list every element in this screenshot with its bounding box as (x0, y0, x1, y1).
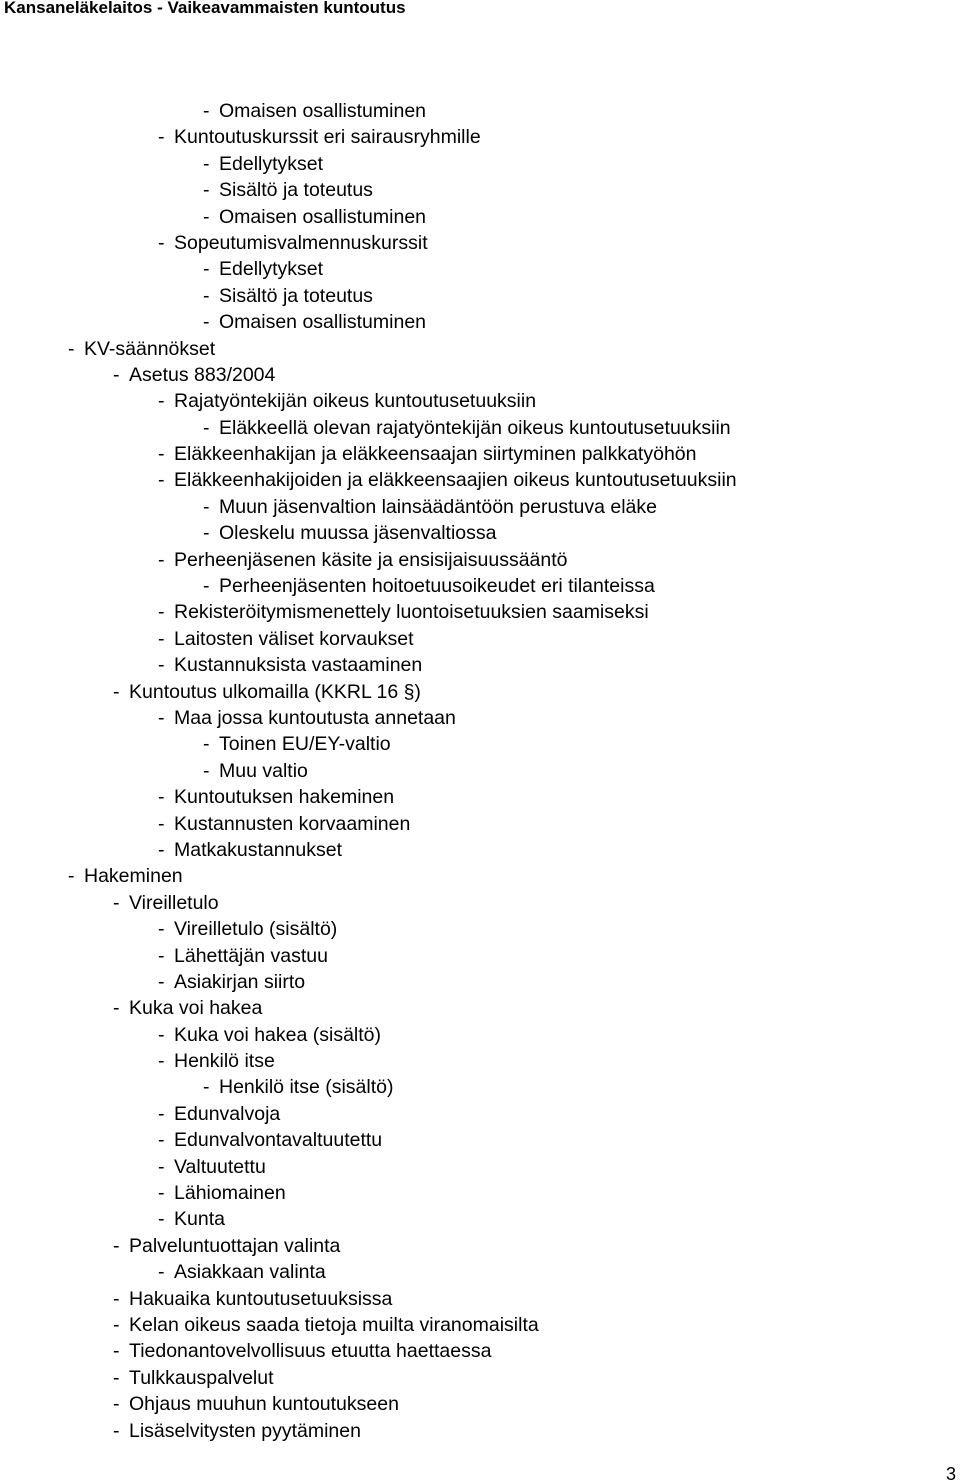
table-of-contents (0, 98, 960, 1444)
toc-item-label: Kustannuksista vastaaminen (174, 654, 423, 677)
toc-item (0, 309, 960, 335)
list-bullet-dash: - (158, 1261, 165, 1284)
toc-item (0, 1338, 960, 1364)
toc-item-label: Palveluntuottajan valinta (129, 1234, 341, 1257)
list-bullet-dash: - (158, 654, 165, 677)
list-bullet-dash: - (113, 1340, 120, 1363)
toc-item-label: Edunvalvoja (174, 1102, 281, 1125)
list-bullet-dash: - (203, 179, 210, 202)
list-bullet-dash: - (158, 548, 165, 571)
toc-item (0, 256, 960, 282)
toc-item (0, 1154, 960, 1180)
toc-item (0, 811, 960, 837)
toc-item (0, 1206, 960, 1232)
toc-item-label: Eläkkeenhakijoiden ja eläkkeensaajien oikeus kuntoutusetuuksiin (174, 469, 737, 492)
toc-item-label: Kunta (174, 1208, 225, 1231)
list-bullet-dash: - (158, 1050, 165, 1073)
page-number: 3 (945, 1464, 956, 1484)
toc-item (0, 204, 960, 230)
toc-item-label: Asiakkaan valinta (174, 1261, 326, 1284)
toc-item-label: KV-säännökset (84, 337, 216, 360)
toc-item (0, 362, 960, 388)
toc-item-label: Hakuaika kuntoutusetuuksissa (129, 1287, 393, 1310)
toc-item (0, 679, 960, 705)
toc-item-label: Muun jäsenvaltion lainsäädäntöön perustuva eläke (219, 495, 657, 518)
toc-item (0, 705, 960, 731)
toc-item (0, 415, 960, 441)
toc-item-label: Edunvalvontavaltuutettu (174, 1129, 383, 1152)
list-bullet-dash: - (113, 997, 120, 1020)
list-bullet-dash: - (203, 416, 210, 439)
list-bullet-dash: - (203, 205, 210, 228)
toc-item-label: Edellytykset (219, 258, 324, 281)
toc-item-label: Hakeminen (84, 865, 183, 888)
toc-item (0, 1233, 960, 1259)
list-bullet-dash: - (203, 575, 210, 598)
list-bullet-dash: - (158, 970, 165, 993)
toc-item (0, 441, 960, 467)
toc-item-label: Perheenjäsenen käsite ja ensisijaisuussääntö (174, 548, 568, 571)
toc-item-label: Rajatyöntekijän oikeus kuntoutusetuuksiin (174, 390, 537, 413)
toc-item (0, 1180, 960, 1206)
toc-item (0, 652, 960, 678)
toc-item (0, 969, 960, 995)
toc-item (0, 890, 960, 916)
toc-item (0, 626, 960, 652)
toc-item-label: Sisältö ja toteutus (219, 179, 373, 202)
toc-item-label: Asetus 883/2004 (129, 363, 276, 386)
toc-item (0, 1022, 960, 1048)
toc-item-label: Eläkkeenhakijan ja eläkkeensaajan siirtyminen palkkatyöhön (174, 443, 697, 466)
list-bullet-dash: - (113, 1419, 120, 1442)
list-bullet-dash: - (158, 1182, 165, 1205)
list-bullet-dash: - (158, 1129, 165, 1152)
list-bullet-dash: - (203, 284, 210, 307)
list-bullet-dash: - (203, 522, 210, 545)
toc-item (0, 758, 960, 784)
list-bullet-dash: - (158, 390, 165, 413)
list-bullet-dash: - (68, 865, 75, 888)
list-bullet-dash: - (158, 918, 165, 941)
list-bullet-dash: - (68, 337, 75, 360)
toc-item-label: Vireilletulo (sisältö) (174, 918, 338, 941)
toc-item (0, 1074, 960, 1100)
list-bullet-dash: - (158, 812, 165, 835)
toc-item (0, 520, 960, 546)
list-bullet-dash: - (158, 126, 165, 149)
list-bullet-dash: - (113, 1287, 120, 1310)
toc-item-label: Kuntoutuksen hakeminen (174, 786, 395, 809)
toc-item (0, 336, 960, 362)
list-bullet-dash: - (158, 1155, 165, 1178)
toc-item-label: Ohjaus muuhun kuntoutukseen (129, 1393, 399, 1416)
list-bullet-dash: - (113, 1313, 120, 1336)
toc-item (0, 1259, 960, 1285)
toc-item (0, 995, 960, 1021)
toc-item-label: Kustannusten korvaaminen (174, 812, 411, 835)
toc-item-label: Rekisteröitymismenettely luontoisetuuksien saamiseksi (174, 601, 649, 624)
toc-item-label: Omaisen osallistuminen (219, 100, 427, 122)
toc-item (0, 731, 960, 757)
toc-item-label: Lähettäjän vastuu (174, 944, 328, 967)
list-bullet-dash: - (158, 786, 165, 809)
toc-item (0, 784, 960, 810)
toc-item (0, 1418, 960, 1444)
list-bullet-dash: - (158, 627, 165, 650)
toc-item (0, 1048, 960, 1074)
toc-item-label: Valtuutettu (174, 1155, 266, 1178)
toc-item-label: Vireilletulo (129, 891, 219, 914)
list-bullet-dash: - (203, 733, 210, 756)
toc-item-label: Laitosten väliset korvaukset (174, 627, 414, 650)
toc-item-label: Tulkkauspalvelut (129, 1366, 274, 1389)
toc-item (0, 1365, 960, 1391)
list-bullet-dash: - (158, 1208, 165, 1231)
toc-item-label: Lähiomainen (174, 1182, 286, 1205)
list-bullet-dash: - (158, 231, 165, 254)
list-bullet-dash: - (158, 1023, 165, 1046)
toc-item-label: Omaisen osallistuminen (219, 311, 427, 334)
toc-item-label: Henkilö itse (sisältö) (219, 1076, 394, 1099)
toc-item-label: Sisältö ja toteutus (219, 284, 373, 307)
list-bullet-dash: - (203, 311, 210, 334)
toc-item-label: Edellytykset (219, 152, 324, 175)
list-bullet-dash: - (203, 759, 210, 782)
toc-item-label: Toinen EU/EY-valtio (219, 733, 391, 756)
toc-item (0, 388, 960, 414)
list-bullet-dash: - (203, 1076, 210, 1099)
toc-item-label: Matkakustannukset (174, 838, 343, 861)
toc-item (0, 599, 960, 625)
list-bullet-dash: - (203, 152, 210, 175)
list-bullet-dash: - (113, 1366, 120, 1389)
toc-item-label: Tiedonantovelvollisuus etuutta haettaessa (129, 1340, 492, 1363)
list-bullet-dash: - (158, 706, 165, 729)
toc-item-label: Kelan oikeus saada tietoja muilta viranomaisilta (129, 1313, 539, 1336)
toc-item (0, 1286, 960, 1312)
list-bullet-dash: - (113, 363, 120, 386)
toc-item (0, 1101, 960, 1127)
toc-item-label: Kuntoutuskurssit eri sairausryhmille (174, 126, 481, 149)
toc-item (0, 1391, 960, 1417)
toc-item-label: Omaisen osallistuminen (219, 205, 427, 228)
toc-item-label: Lisäselvitysten pyytäminen (129, 1419, 361, 1442)
toc-item (0, 283, 960, 309)
toc-item (0, 467, 960, 493)
toc-item-label: Asiakirjan siirto (174, 970, 306, 993)
toc-item-label: Kuka voi hakea (129, 997, 263, 1020)
toc-item (0, 837, 960, 863)
list-bullet-dash: - (158, 443, 165, 466)
toc-item (0, 124, 960, 150)
toc-item-label: Eläkkeellä olevan rajatyöntekijän oikeus kuntoutusetuuksiin (219, 416, 731, 439)
toc-item (0, 151, 960, 177)
list-bullet-dash: - (158, 469, 165, 492)
toc-item (0, 98, 960, 124)
toc-item (0, 573, 960, 599)
toc-item (0, 494, 960, 520)
toc-item-label: Oleskelu muussa jäsenvaltiossa (219, 522, 497, 545)
toc-item-label: Sopeutumisvalmennuskurssit (174, 231, 428, 254)
toc-item (0, 177, 960, 203)
list-bullet-dash: - (203, 495, 210, 518)
toc-item-label: Perheenjäsenten hoitoetuusoikeudet eri tilanteissa (219, 575, 655, 598)
toc-item (0, 943, 960, 969)
toc-item (0, 1312, 960, 1338)
list-bullet-dash: - (113, 891, 120, 914)
toc-item-label: Kuntoutus ulkomailla (KKRL 16 §) (129, 680, 421, 703)
list-bullet-dash: - (203, 100, 210, 122)
list-bullet-dash: - (113, 1393, 120, 1416)
toc-item (0, 863, 960, 889)
toc-item (0, 916, 960, 942)
page-header-title: Kansaneläkelaitos - Vaikeavammaisten kuntoutus (4, 0, 406, 17)
toc-item-label: Kuka voi hakea (sisältö) (174, 1023, 382, 1046)
list-bullet-dash: - (158, 1102, 165, 1125)
toc-item-label: Henkilö itse (174, 1050, 275, 1073)
toc-item-label: Muu valtio (219, 759, 308, 782)
toc-item-label: Maa jossa kuntoutusta annetaan (174, 706, 456, 729)
list-bullet-dash: - (158, 838, 165, 861)
list-bullet-dash: - (113, 680, 120, 703)
list-bullet-dash: - (203, 258, 210, 281)
toc-item (0, 547, 960, 573)
toc-item (0, 230, 960, 256)
toc-item (0, 1127, 960, 1153)
list-bullet-dash: - (158, 601, 165, 624)
list-bullet-dash: - (158, 944, 165, 967)
list-bullet-dash: - (113, 1234, 120, 1257)
